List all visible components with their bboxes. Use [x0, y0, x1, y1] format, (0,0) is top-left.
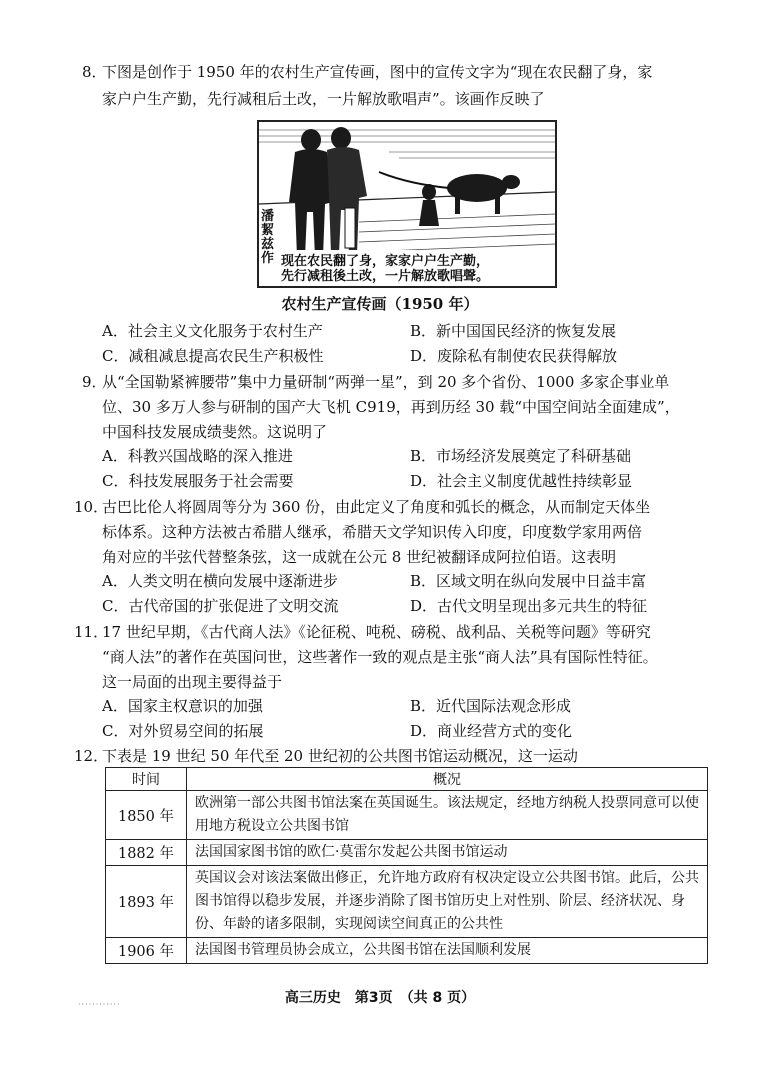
- table-header-row: [106, 768, 708, 791]
- option-c: C．减租减息提高农民生产积极性: [102, 347, 324, 365]
- question-stem-line: 家户户生产勤，先行减租后土改，一片解放歌唱声”。该画作反映了: [102, 90, 545, 108]
- decorative-dots: ············: [78, 1000, 121, 1009]
- question-stem-line: 下表是 19 世纪 50 年代至 20 世纪初的公共图书馆运动概况，这一运动: [102, 747, 578, 765]
- option-b: B．区域文明在纵向发展中日益丰富: [410, 572, 647, 590]
- question-number: 8．: [82, 63, 107, 81]
- question-stem-line: 17 世纪早期，《古代商人法》《论征税、吨税、磅税、战利品、关税等问题》等研究: [102, 623, 651, 641]
- option-c: C．科技发展服务于社会需要: [102, 472, 294, 490]
- option-b: B．近代国际法观念形成: [410, 697, 572, 715]
- option-a: A．人类文明在横向发展中逐渐进步: [102, 572, 338, 590]
- table-row: [106, 938, 708, 964]
- overview-cell: 英国议会对该法案做出修正，允许地方政府有权决定设立公共图书馆。此后，公共图书馆得以稳步发展，并逐步消除了图书馆历史上对性别、阶层、经济状况、身份、年龄的诸多限制，实现阅读空间真正的公共性: [187, 866, 708, 938]
- table-row: [106, 866, 708, 938]
- year-cell: 1906 年: [106, 938, 187, 964]
- artist-signature: 潘 絜 兹 作: [261, 209, 275, 266]
- year-cell: 1893 年: [106, 866, 187, 938]
- table-row: [106, 840, 708, 866]
- year-cell: 1850 年: [106, 791, 187, 840]
- overview-cell: 法国图书管理员协会成立，公共图书馆在法国顺利发展: [187, 938, 708, 964]
- option-d: D．商业经营方式的变化: [410, 722, 573, 740]
- column-header-time: 时间: [106, 768, 187, 791]
- question-stem-line: “商人法”的著作在英国问世，这些著作一致的观点是主张“商人法”具有国际性特征。: [102, 648, 658, 666]
- overview-cell: 法国国家图书馆的欧仁·莫雷尔发起公共图书馆运动: [187, 840, 708, 866]
- question-number: 12．: [74, 747, 109, 765]
- overview-cell: 欧洲第一部公共图书馆法案在英国诞生。该法规定，经地方纳税人投票同意可以使用地方税设立公共图书馆: [187, 791, 708, 840]
- question-stem-line: 古巴比伦人将圆周等分为 360 份，由此定义了角度和弧长的概念，从而制定天体坐: [102, 498, 651, 516]
- page-footer: 高三历史 第3页 （共 8 页）: [284, 990, 476, 1006]
- question-stem-line: 下图是创作于 1950 年的农村生产宣传画，图中的宣传文字为“现在农民翻了身，家: [102, 63, 653, 81]
- question-stem-line: 标体系。这种方法被古希腊人继承，希腊天文学知识传入印度，印度数学家用两倍: [102, 523, 643, 541]
- table-row: [106, 791, 708, 840]
- question-stem-line: 角对应的半弦代替整条弦，这一成就在公元 8 世纪被翻译成阿拉伯语。这表明: [102, 548, 617, 566]
- question-stem-line: 位、30 多万人参与研制的国产大飞机 C919，再到历经 30 载“中国空间站全面建成”，: [102, 398, 680, 416]
- option-a: A．科教兴国战略的深入推进: [102, 447, 293, 465]
- question-number: 10．: [74, 498, 109, 516]
- option-b: B．市场经济发展奠定了科研基础: [410, 447, 632, 465]
- option-a: A．社会主义文化服务于农村生产: [102, 322, 323, 340]
- column-header-overview: 概况: [187, 768, 708, 791]
- question-stem-line: 从“全国勒紧裤腰带”集中力量研制“两弹一星”，到 20 多个省份、1000 多家企事业单: [102, 373, 670, 391]
- question-number: 9．: [82, 373, 107, 391]
- option-c: C．古代帝国的扩张促进了文明交流: [102, 597, 339, 615]
- poster-inscription: 现在农民翻了身，家家户户生产勤， 先行减租後土改，一片解放歌唱聲。: [281, 254, 490, 284]
- option-c: C．对外贸易空间的拓展: [102, 722, 264, 740]
- library-movement-table: [105, 767, 708, 964]
- option-d: D．社会主义制度优越性持续彰显: [410, 472, 633, 490]
- question-stem-line: 这一局面的出现主要得益于: [102, 673, 283, 691]
- year-cell: 1882 年: [106, 840, 187, 866]
- question-stem-line: 中国科技发展成绩斐然。这说明了: [102, 423, 328, 441]
- figure-caption: 农村生产宣传画（1950 年）: [281, 295, 479, 313]
- propaganda-illustration: [257, 120, 557, 288]
- option-a: A．国家主权意识的加强: [102, 697, 263, 715]
- option-d: D．废除私有制使农民获得解放: [410, 347, 618, 365]
- option-b: B．新中国国民经济的恢复发展: [410, 322, 617, 340]
- question-number: 11．: [74, 623, 109, 641]
- option-d: D．古代文明呈现出多元共生的特征: [410, 597, 648, 615]
